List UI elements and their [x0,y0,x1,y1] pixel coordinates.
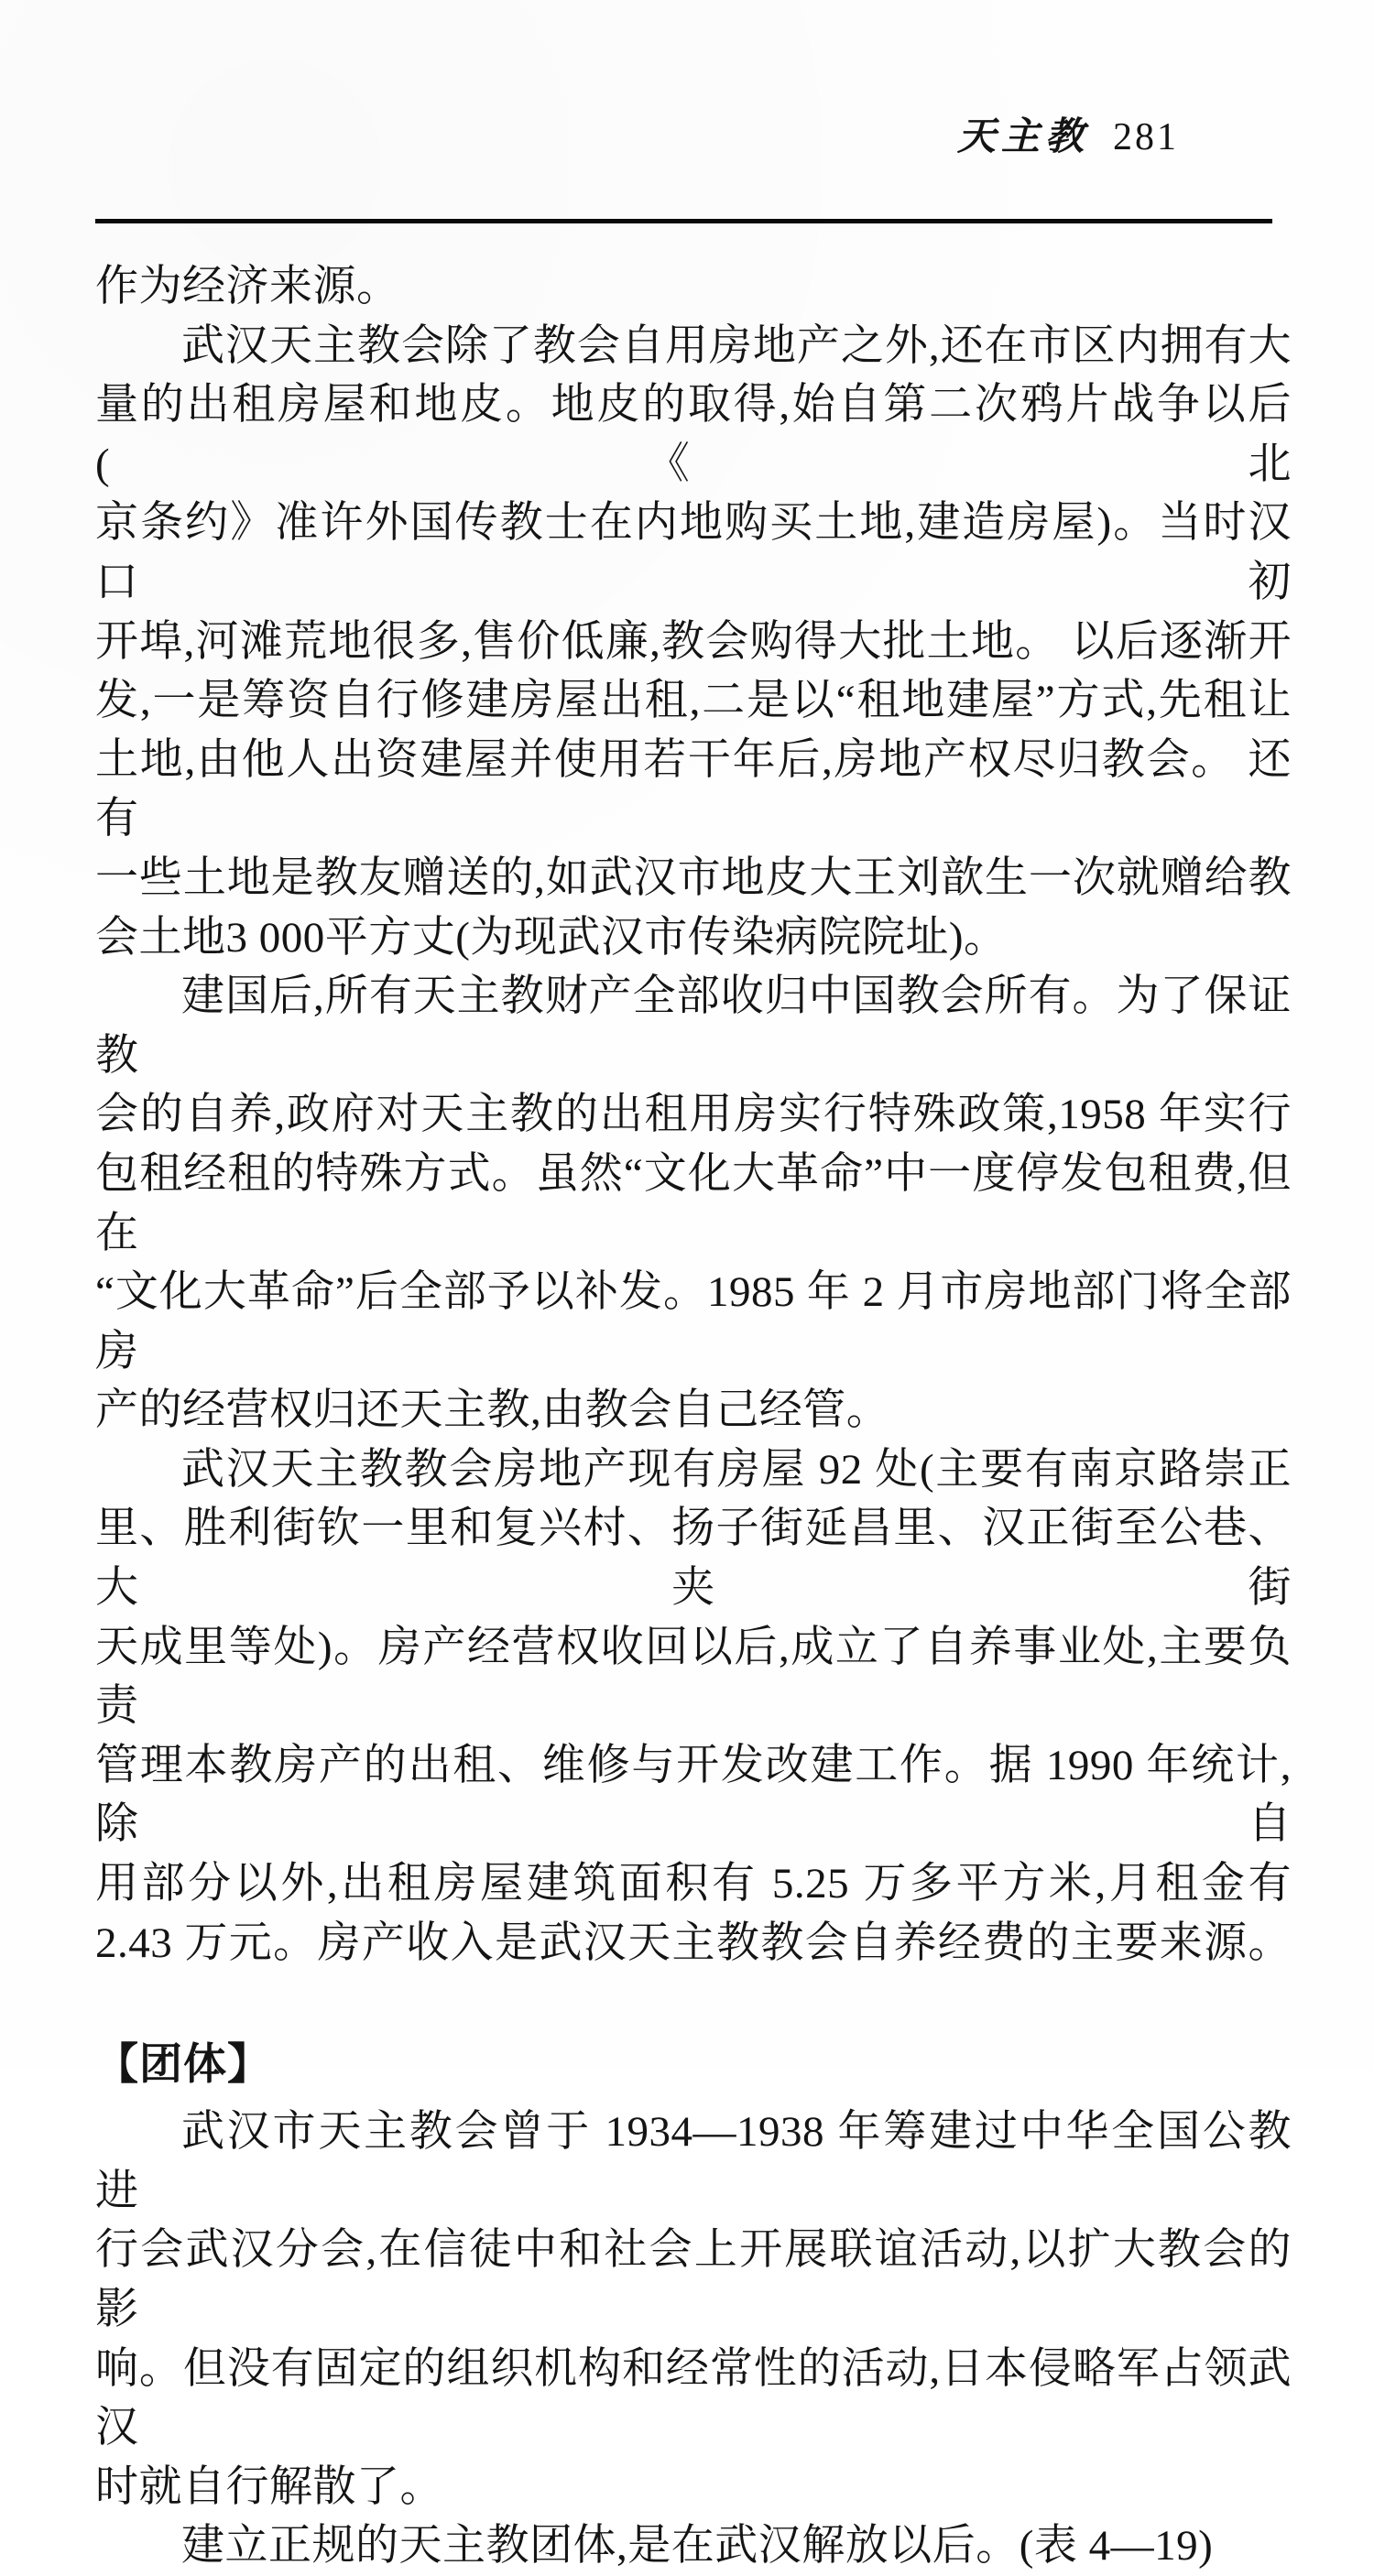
text-line: “文化大革命”后全部予以补发。1985 年 2 月市房地部门将全部房 [95,1268,1292,1375]
text-line: 武汉天主教会除了教会自用房地产之外,还在市区内拥有大 [181,321,1292,370]
text-line: 会的自养,政府对天主教的出租用房实行特殊政策,1958 年实行 [95,1091,1292,1139]
text-line: 用部分以外,出租房屋建筑面积有 5.25 万多平方米,月租金有 [95,1860,1292,1908]
text-line: 建国后,所有天主教财产全部收归中国教会所有。为了保证教 [95,973,1292,1080]
text-line: 量的出租房屋和地皮。地皮的取得,始自第二次鸦片战争以后(《北 [95,381,1292,488]
text-line: 里、胜利街钦一里和复兴村、扬子街延昌里、汉正街至公巷、大夹街 [95,1505,1292,1613]
text-line: 武汉天主教教会房地产现有房屋 92 处(主要有南京路崇正 [181,1445,1292,1494]
text-line: 时就自行解散了。 [95,2462,443,2511]
running-header [96,106,1179,161]
text-line: 响。但没有固定的组织机构和经常性的活动,日本侵略军占领武汉 [95,2344,1292,2452]
text-line: 天成里等处)。房产经营权收回以后,成立了自养事业处,主要负责 [95,1623,1292,1731]
text-line: 京条约》准许外国传教士在内地购买土地,建造房屋)。当时汉口初 [95,499,1292,606]
text-line: 行会武汉分会,在信徒中和社会上开展联谊活动,以扩大教会的影 [95,2226,1292,2333]
text-line: 作为经济来源。 [95,263,400,310]
paragraph-block-2 [95,2103,1292,2576]
text-line: 土地,由他人出资建屋并使用若干年后,房地产权尽归教会。 还有 [95,735,1292,843]
text-line: 管理本教房产的出租、维修与开发改建工作。据 1990 年统计,除自 [95,1741,1292,1849]
header-rule [95,219,1272,223]
text-line: 发,一是筹资自行修建房屋出租,二是以“租地建屋”方式,先租让 [95,677,1292,725]
text-line: 包租经租的特殊方式。虽然“文化大革命”中一度停发包租费,但在 [95,1149,1292,1257]
running-header-section-title: 天主教 [956,116,1089,158]
text-line: 2.43 万元。房产收入是武汉天主教教会自养经费的主要来源。 [95,1918,1292,1967]
body-text [95,257,1292,2576]
paragraph-block-1 [95,257,1292,1973]
text-line: 建立正规的天主教团体,是在武汉解放以后。(表 4—19) [181,2522,1214,2571]
text-line: 一些土地是教友赠送的,如武汉市地皮大王刘歆生一次就赠给教 [95,853,1292,902]
page-number: 281 [1113,116,1179,158]
text-line: 会土地3 000平方丈(为现武汉市传染病院院址)。 [95,913,1008,962]
text-line: 武汉市天主教会曾于 1934—1938 年筹建过中华全国公教进 [95,2108,1292,2215]
text-line: 开埠,河滩荒地很多,售价低廉,教会购得大批土地。 以后逐渐开 [95,617,1292,666]
section-heading: 【团体】 [95,2039,271,2089]
text-line: 产的经营权归还天主教,由教会自己经管。 [95,1386,890,1435]
